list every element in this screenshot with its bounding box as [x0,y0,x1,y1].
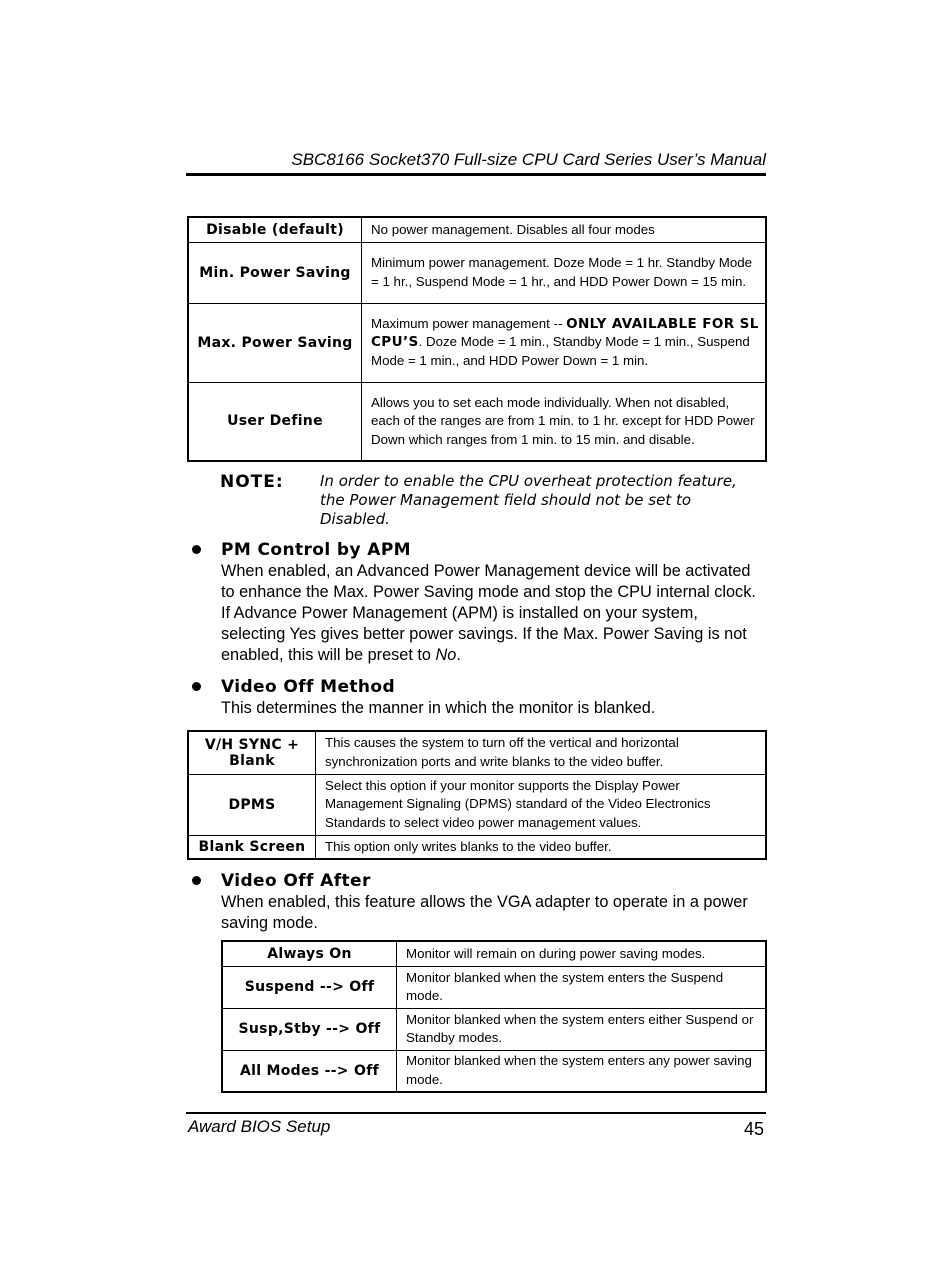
option-name: Suspend --> Off [222,966,397,1008]
table-row [188,217,766,242]
table-row [222,966,766,1008]
option-description: No power management. Disables all four modes [362,217,767,242]
table-row [222,1008,766,1050]
section-body-pm-control [221,561,766,666]
description-text: . Doze Mode = 1 min., Standby Mode = 1 min., Suspend Mode = 1 min., and HDD Power Down = 1 min. [371,334,750,368]
option-description: Monitor will remain on during power saving modes. [397,941,767,966]
option-description: Monitor blanked when the system enters any power saving mode. [397,1050,767,1092]
table-row [188,774,766,835]
option-description [362,303,767,382]
body-text: When enabled, an Advanced Power Management device will be activated to enhance the Max. Power Saving mode and stop the CPU internal clock. If Advance Power Management (APM) is installed on your system, selecting Yes gives better power savings. If the Max. Power Saving is not enabled, this will be preset to [221,562,756,664]
power-management-table [187,216,767,462]
option-name: User Define [188,382,362,461]
table-row [188,382,766,461]
section-body-video-off-method: This determines the manner in which the monitor is blanked. [221,699,656,717]
option-name: Susp,Stby --> Off [222,1008,397,1050]
option-description: Minimum power management. Doze Mode = 1 hr. Standby Mode = 1 hr., Suspend Mode = 1 hr., and HDD Power Down = 15 min. [362,242,767,303]
table-row [222,941,766,966]
table-row [188,835,766,859]
option-description: This option only writes blanks to the video buffer. [316,835,767,859]
bullet-icon [192,876,201,885]
table-row [188,303,766,382]
option-description: Select this option if your monitor supports the Display Power Management Signaling (DPMS) standard of the Video Electronics Standards to select video power management values. [316,774,767,835]
section-title-video-off-after: Video Off After [221,871,371,891]
body-text: . [456,646,461,664]
option-name: Disable (default) [188,217,362,242]
emphasis-text: ONLY AVAILABLE FOR SL CPU’S [371,315,759,351]
bullet-icon [192,545,201,554]
video-off-after-table [221,940,767,1093]
section-title-video-off-method: Video Off Method [221,677,396,697]
option-name: Blank Screen [188,835,316,859]
option-description: Allows you to set each mode individually. When not disabled, each of the ranges are from 1 min. to 1 hr. except for HDD Power Down which ranges from 1 min. to 15 min. and disable. [362,382,767,461]
option-description: This causes the system to turn off the vertical and horizontal synchronization ports and write blanks to the video buffer. [316,731,767,774]
option-description: Monitor blanked when the system enters the Suspend mode. [397,966,767,1008]
header-rule [186,173,766,176]
video-off-method-table [187,730,767,860]
description-text: Maximum power management -- [371,315,567,331]
section-title-pm-control: PM Control by APM [221,540,411,560]
table-row [188,731,766,774]
footer-section-title: Award BIOS Setup [188,1117,331,1136]
footer-rule [186,1112,766,1114]
bullet-icon [192,682,201,691]
note-text: In order to enable the CPU overheat protection feature, the Power Management field should not be set to Disabled. [320,472,737,528]
option-name: V/H SYNC + Blank [188,731,316,774]
option-name: Min. Power Saving [188,242,362,303]
option-name: Max. Power Saving [188,303,362,382]
table-row [188,242,766,303]
table-row [222,1050,766,1092]
option-name: DPMS [188,774,316,835]
page-header-title: SBC8166 Socket370 Full-size CPU Card Series User’s Manual [291,150,766,169]
option-name: All Modes --> Off [222,1050,397,1092]
body-italic-text: No [435,646,457,664]
option-name: Always On [222,941,397,966]
note-label: NOTE: [220,472,284,492]
option-description: Monitor blanked when the system enters either Suspend or Standby modes. [397,1008,767,1050]
section-body-video-off-after: When enabled, this feature allows the VGA adapter to operate in a power saving mode. [221,893,748,932]
page-number: 45 [743,1119,764,1139]
